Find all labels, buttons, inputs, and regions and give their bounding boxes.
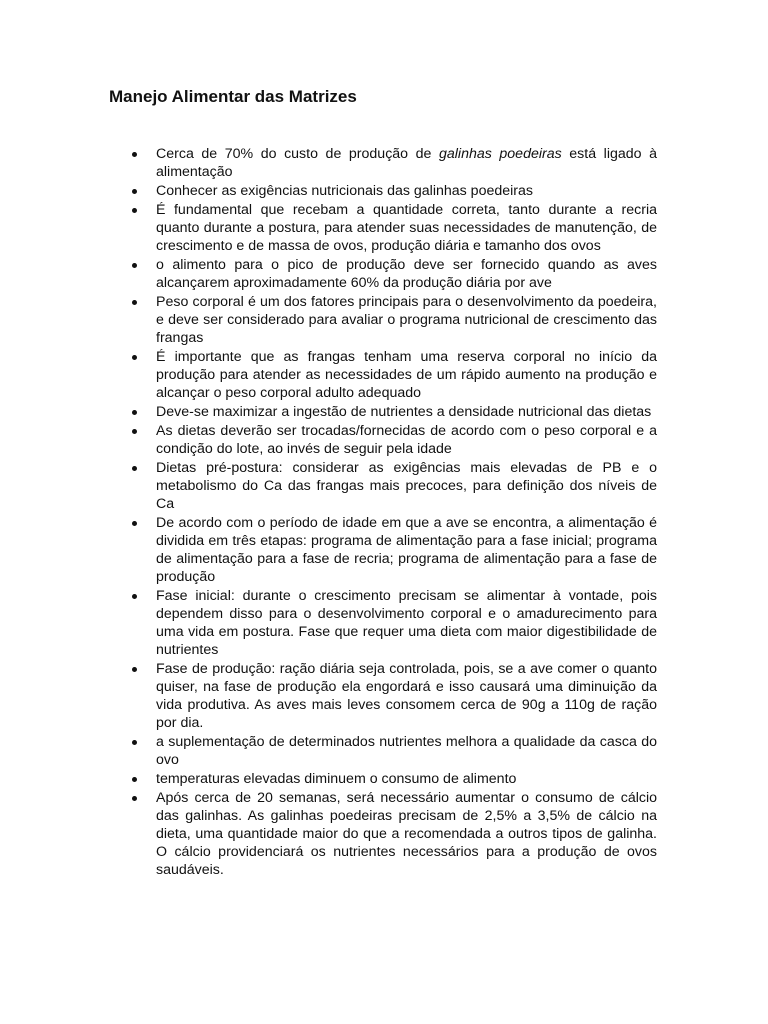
bullet-text-part: o alimento para o pico de produção deve ser fornecido quando as aves alcançarem aproximadamente 60% da produção diária por ave — [156, 257, 657, 291]
bullet-dot-icon — [132, 740, 137, 745]
bullet-dot-icon — [132, 208, 137, 213]
bullet-text-part: temperaturas elevadas diminuem o consumo de alimento — [156, 771, 517, 787]
bullet-item — [156, 293, 657, 347]
bullet-item — [156, 145, 657, 181]
bullet-item — [156, 789, 657, 879]
bullet-dot-icon — [132, 466, 137, 471]
bullet-text-emphasis: galinhas poedeiras — [438, 146, 562, 162]
bullet-dot-icon — [132, 189, 137, 194]
bullet-text-part: Cerca de 70% do custo de produção de — [156, 146, 439, 162]
bullet-dot-icon — [132, 300, 137, 305]
bullet-text — [156, 734, 657, 768]
bullet-text — [156, 349, 657, 401]
bullet-text — [156, 588, 657, 658]
bullet-dot-icon — [132, 594, 137, 599]
bullet-text-part: De acordo com o período de idade em que a ave se encontra, a alimentação é dividida em três etapas: programa de alimentação para a fase inicial; programa de alimentação para a fase de recria; programa de alimentação para a fase de produção — [156, 515, 657, 585]
bullet-text-part: Fase de produção: ração diária seja controlada, pois, se a ave comer o quanto quiser, na fase de produção ela engordará e isso causará uma diminuição da vida produtiva. As aves mais leves consomem cerca de 90g a 110g de ração por dia. — [156, 661, 657, 731]
bullet-item — [156, 733, 657, 769]
bullet-dot-icon — [132, 355, 137, 360]
bullet-text — [156, 661, 657, 731]
page-title: Manejo Alimentar das Matrizes — [109, 87, 357, 106]
bullet-dot-icon — [132, 152, 137, 157]
bullet-text — [156, 404, 651, 420]
bullet-text — [156, 294, 657, 346]
bullet-text-part: É importante que as frangas tenham uma reserva corporal no início da produção para atender as necessidades de um rápido aumento na produção e alcançar o peso corporal adulto adequado — [156, 349, 657, 401]
bullet-dot-icon — [132, 410, 137, 415]
bullet-text-part: Conhecer as exigências nutricionais das galinhas poedeiras — [156, 183, 533, 199]
bullet-text — [156, 146, 657, 180]
bullet-dot-icon — [132, 667, 137, 672]
bullet-text — [156, 423, 657, 457]
bullet-item — [156, 403, 657, 421]
bullet-item — [156, 459, 657, 513]
bullet-item — [156, 182, 657, 200]
bullet-item — [156, 201, 657, 255]
bullet-item — [156, 770, 657, 788]
bullet-item — [156, 348, 657, 402]
bullet-text-part: Dietas pré-postura: considerar as exigências mais elevadas de PB e o metabolismo do Ca das frangas mais precoces, para definição dos níveis de Ca — [156, 460, 657, 512]
bullet-text-part: Fase inicial: durante o crescimento precisam se alimentar à vontade, pois dependem disso para o desenvolvimento corporal e o amadurecimento para uma vida em postura. Fase que requer uma dieta com maior digestibilidade de nutrientes — [156, 588, 657, 658]
bullet-text — [156, 183, 533, 199]
bullet-dot-icon — [132, 429, 137, 434]
bullet-text-part: Peso corporal é um dos fatores principais para o desenvolvimento da poedeira, e deve ser considerado para avaliar o programa nutricional de crescimento das frangas — [156, 294, 657, 346]
bullet-text-part: É fundamental que recebam a quantidade correta, tanto durante a recria quanto durante a postura, para atender suas necessidades de manutenção, de crescimento e de massa de ovos, produção diária e tamanho dos ovos — [156, 202, 657, 254]
bullet-text-part: As dietas deverão ser trocadas/fornecidas de acordo com o peso corporal e a condição do lote, ao invés de seguir pela idade — [156, 423, 657, 457]
bullet-item — [156, 422, 657, 458]
bullet-text — [156, 515, 657, 585]
bullet-item — [156, 256, 657, 292]
bullet-text-part: está ligado à alimentação — [156, 146, 657, 180]
bullet-text — [156, 790, 657, 878]
bullet-item — [156, 660, 657, 732]
bullet-dot-icon — [132, 263, 137, 268]
bullet-text-part: a suplementação de determinados nutrientes melhora a qualidade da casca do ovo — [156, 734, 657, 768]
bullet-text — [156, 771, 516, 787]
bullet-text — [156, 460, 657, 512]
bullet-list — [156, 145, 657, 880]
bullet-text-part: Após cerca de 20 semanas, será necessário aumentar o consumo de cálcio das galinhas. As galinhas poedeiras precisam de 2,5% a 3,5% de cálcio na dieta, uma quantidade maior do que a recomendada a outros tipos de galinha. O cálcio providenciará os nutrientes necessários para a produção de ovos saudáveis. — [156, 790, 657, 878]
bullet-text-part: Deve-se maximizar a ingestão de nutrientes a densidade nutricional das dietas — [156, 404, 652, 420]
bullet-dot-icon — [132, 777, 137, 782]
bullet-item — [156, 514, 657, 586]
bullet-item — [156, 587, 657, 659]
bullet-text — [156, 202, 657, 254]
bullet-dot-icon — [132, 796, 137, 801]
bullet-dot-icon — [132, 521, 137, 526]
bullet-text — [156, 257, 657, 291]
